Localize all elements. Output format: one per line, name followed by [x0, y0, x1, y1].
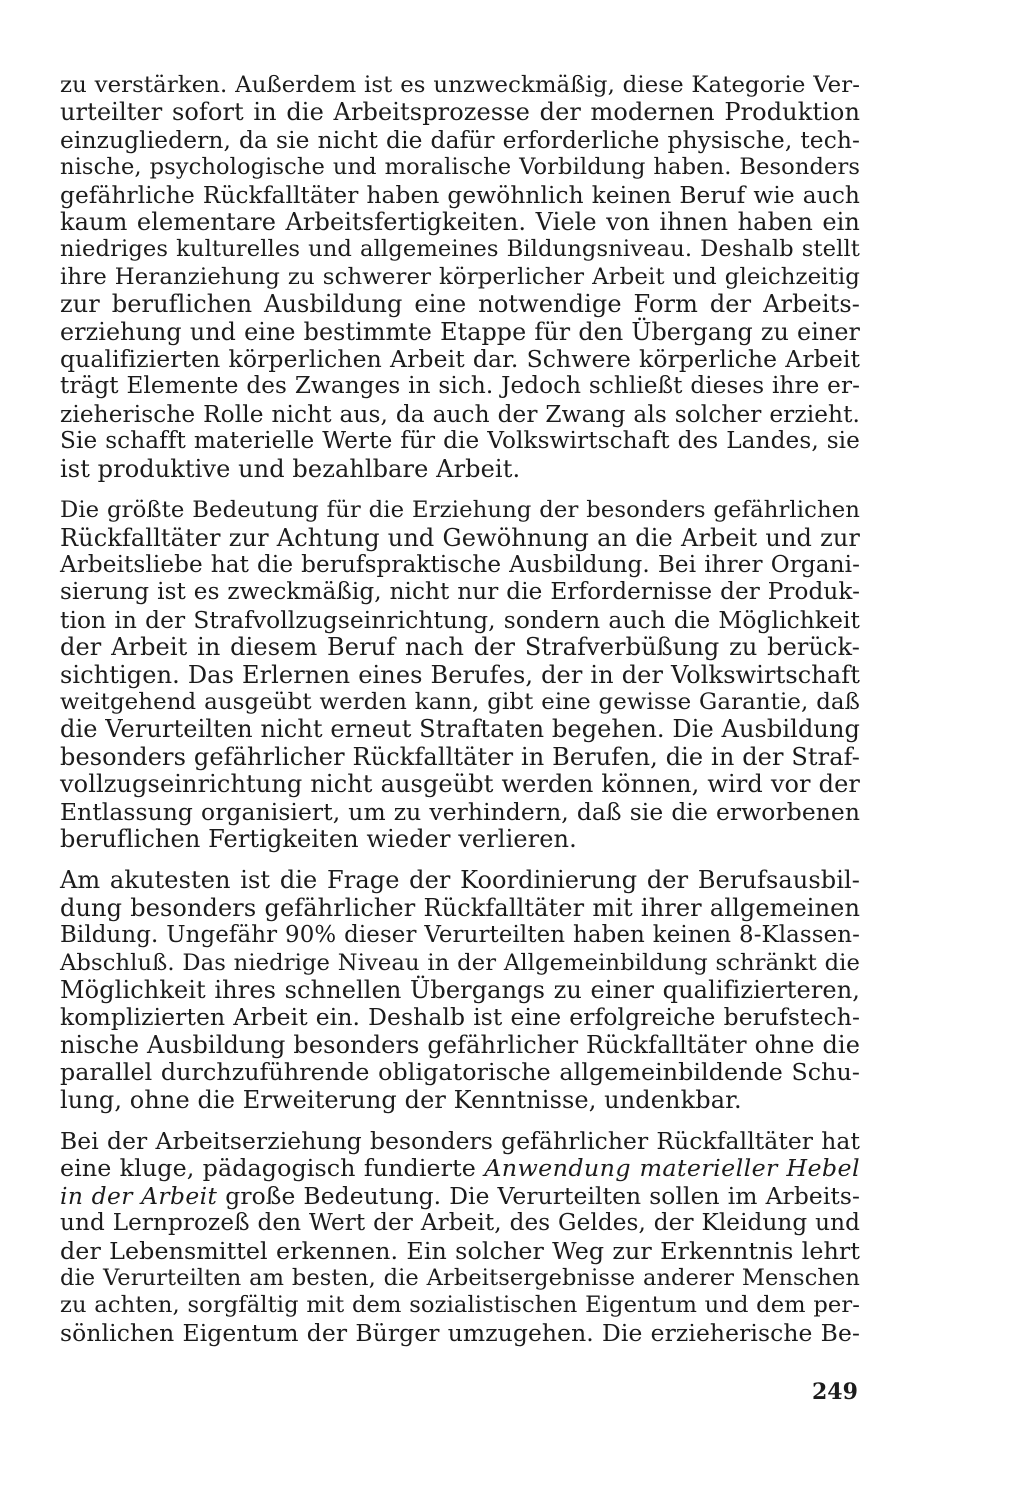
- text-line: einzugliedern, da sie nicht die dafür erforderliche physische, tech-: [60, 125, 860, 154]
- text-line: die Verurteilten am besten, die Arbeitsergebnisse anderer Menschen: [60, 1265, 860, 1292]
- text-line: zur beruflichen Ausbildung eine notwendige Form der Arbeits-: [60, 290, 860, 319]
- text-line: Arbeitsliebe hat die berufspraktische Ausbildung. Bei ihrer Organi-: [60, 551, 860, 578]
- text-line: zieherische Rolle nicht aus, da auch der Zwang als solcher erzieht.: [60, 400, 860, 428]
- text-run: eine kluge, pädagogisch fundierte: [60, 1154, 485, 1183]
- emphasized-text: in der Arbeit: [60, 1181, 218, 1210]
- text-line: ihre Heranziehung zu schwerer körperlicher Arbeit und gleichzeitig: [60, 263, 860, 290]
- text-line: Rückfalltäter zur Achtung und Gewöhnung an die Arbeit und zur: [60, 523, 860, 552]
- paragraph: [60, 867, 860, 1114]
- text-line: erziehung und eine bestimmte Etappe für den Übergang zu einer: [60, 317, 860, 346]
- text-line: und Lernprozeß den Wert der Arbeit, des Geldes, der Kleidung und: [60, 1210, 860, 1237]
- text-line: die Verurteilten nicht erneut Straftaten begehen. Die Ausbildung: [60, 715, 860, 744]
- text-line: weitgehend ausgeübt werden kann, gibt eine gewisse Garantie, daß: [60, 688, 860, 715]
- text-line: lung, ohne die Erweiterung der Kenntnisse, undenkbar.: [60, 1085, 742, 1114]
- emphasized-text: Anwendung materieller Hebel: [484, 1154, 860, 1183]
- text-line: nische, psychologische und moralische Vorbildung haben. Besonders: [60, 154, 860, 181]
- text-line: sichtigen. Das Erlernen eines Berufes, der in der Volkswirtschaft: [60, 660, 860, 689]
- text-line: Möglichkeit ihres schnellen Übergangs zu einer qualifizierteren,: [60, 976, 860, 1004]
- text-line: kaum elementare Arbeitsfertigkeiten. Viele von ihnen haben ein: [60, 208, 860, 237]
- text-line: komplizierten Arbeit ein. Deshalb ist eine erfolgreiche berufstech-: [60, 1003, 860, 1032]
- paragraph: [60, 497, 860, 853]
- text-line: urteilter sofort in die Arbeitsprozesse der modernen Produktion: [60, 98, 860, 127]
- text-line: der Arbeit in diesem Beruf nach der Strafverbüßung zu berück-: [60, 633, 860, 662]
- text-line: nische Ausbildung besonders gefährlicher Rückfalltäter ohne die: [60, 1030, 860, 1059]
- paragraph: [60, 72, 860, 483]
- text-line: dung besonders gefährlicher Rückfalltäter mit ihrer allgemeinen: [60, 893, 860, 922]
- text-line: ist produktive und bezahlbare Arbeit.: [60, 454, 521, 483]
- text-line: sierung ist es zweckmäßig, nicht nur die Erfordernisse der Produk-: [60, 579, 860, 606]
- text-line: qualifizierten körperlichen Arbeit dar. Schwere körperliche Arbeit: [60, 345, 860, 374]
- text-line: zu achten, sorgfältig mit dem sozialistischen Eigentum und dem per-: [60, 1292, 860, 1319]
- text-line: Abschluß. Das niedrige Niveau in der Allgemeinbildung schränkt die: [60, 949, 860, 976]
- text-line: sönlichen Eigentum der Bürger umzugehen. Die erzieherische Be-: [60, 1318, 860, 1347]
- body-text: [60, 72, 860, 1351]
- page-number: 249: [812, 1379, 858, 1405]
- text-line: Die größte Bedeutung für die Erziehung der besonders gefährlichen: [60, 497, 860, 524]
- text-line: parallel durchzuführende obligatorische allgemeinbildende Schu-: [60, 1058, 860, 1087]
- text-line: tion in der Strafvollzugseinrichtung, sondern auch die Möglichkeit: [60, 606, 860, 634]
- text-line: niedriges kulturelles und allgemeines Bildungsniveau. Deshalb stellt: [60, 236, 860, 263]
- paragraph: [60, 1128, 860, 1347]
- text-line: zu verstärken. Außerdem ist es unzweckmäßig, diese Kategorie Ver-: [60, 72, 860, 98]
- text-line: Bildung. Ungefähr 90% dieser Verurteilten haben keinen 8-Klassen-: [60, 922, 860, 949]
- text-line: [60, 1155, 860, 1182]
- text-line: gefährliche Rückfalltäter haben gewöhnlich keinen Beruf wie auch: [60, 181, 860, 209]
- text-line: Sie schafft materielle Werte für die Volkswirtschaft des Landes, sie: [60, 428, 860, 455]
- text-line: trägt Elemente des Zwanges in sich. Jedoch schließt dieses ihre er-: [60, 373, 860, 400]
- text-line: besonders gefährlicher Rückfalltäter in Berufen, die in der Straf-: [60, 742, 860, 771]
- text-line: beruflichen Fertigkeiten wieder verlieren.: [60, 824, 577, 853]
- text-line: Bei der Arbeitserziehung besonders gefährlicher Rückfalltäter hat: [60, 1127, 860, 1156]
- text-run: große Bedeutung. Die Verurteilten sollen im Arbeits-: [217, 1181, 860, 1210]
- text-line: Entlassung organisiert, um zu verhindern, daß sie die erworbenen: [60, 797, 860, 826]
- text-line: [60, 1183, 860, 1210]
- text-line: der Lebensmittel erkennen. Ein solcher Weg zur Erkenntnis lehrt: [60, 1236, 860, 1265]
- text-line: Am akutesten ist die Frage der Koordinierung der Berufsausbil-: [60, 866, 860, 895]
- text-line: vollzugseinrichtung nicht ausgeübt werden können, wird vor der: [60, 770, 860, 799]
